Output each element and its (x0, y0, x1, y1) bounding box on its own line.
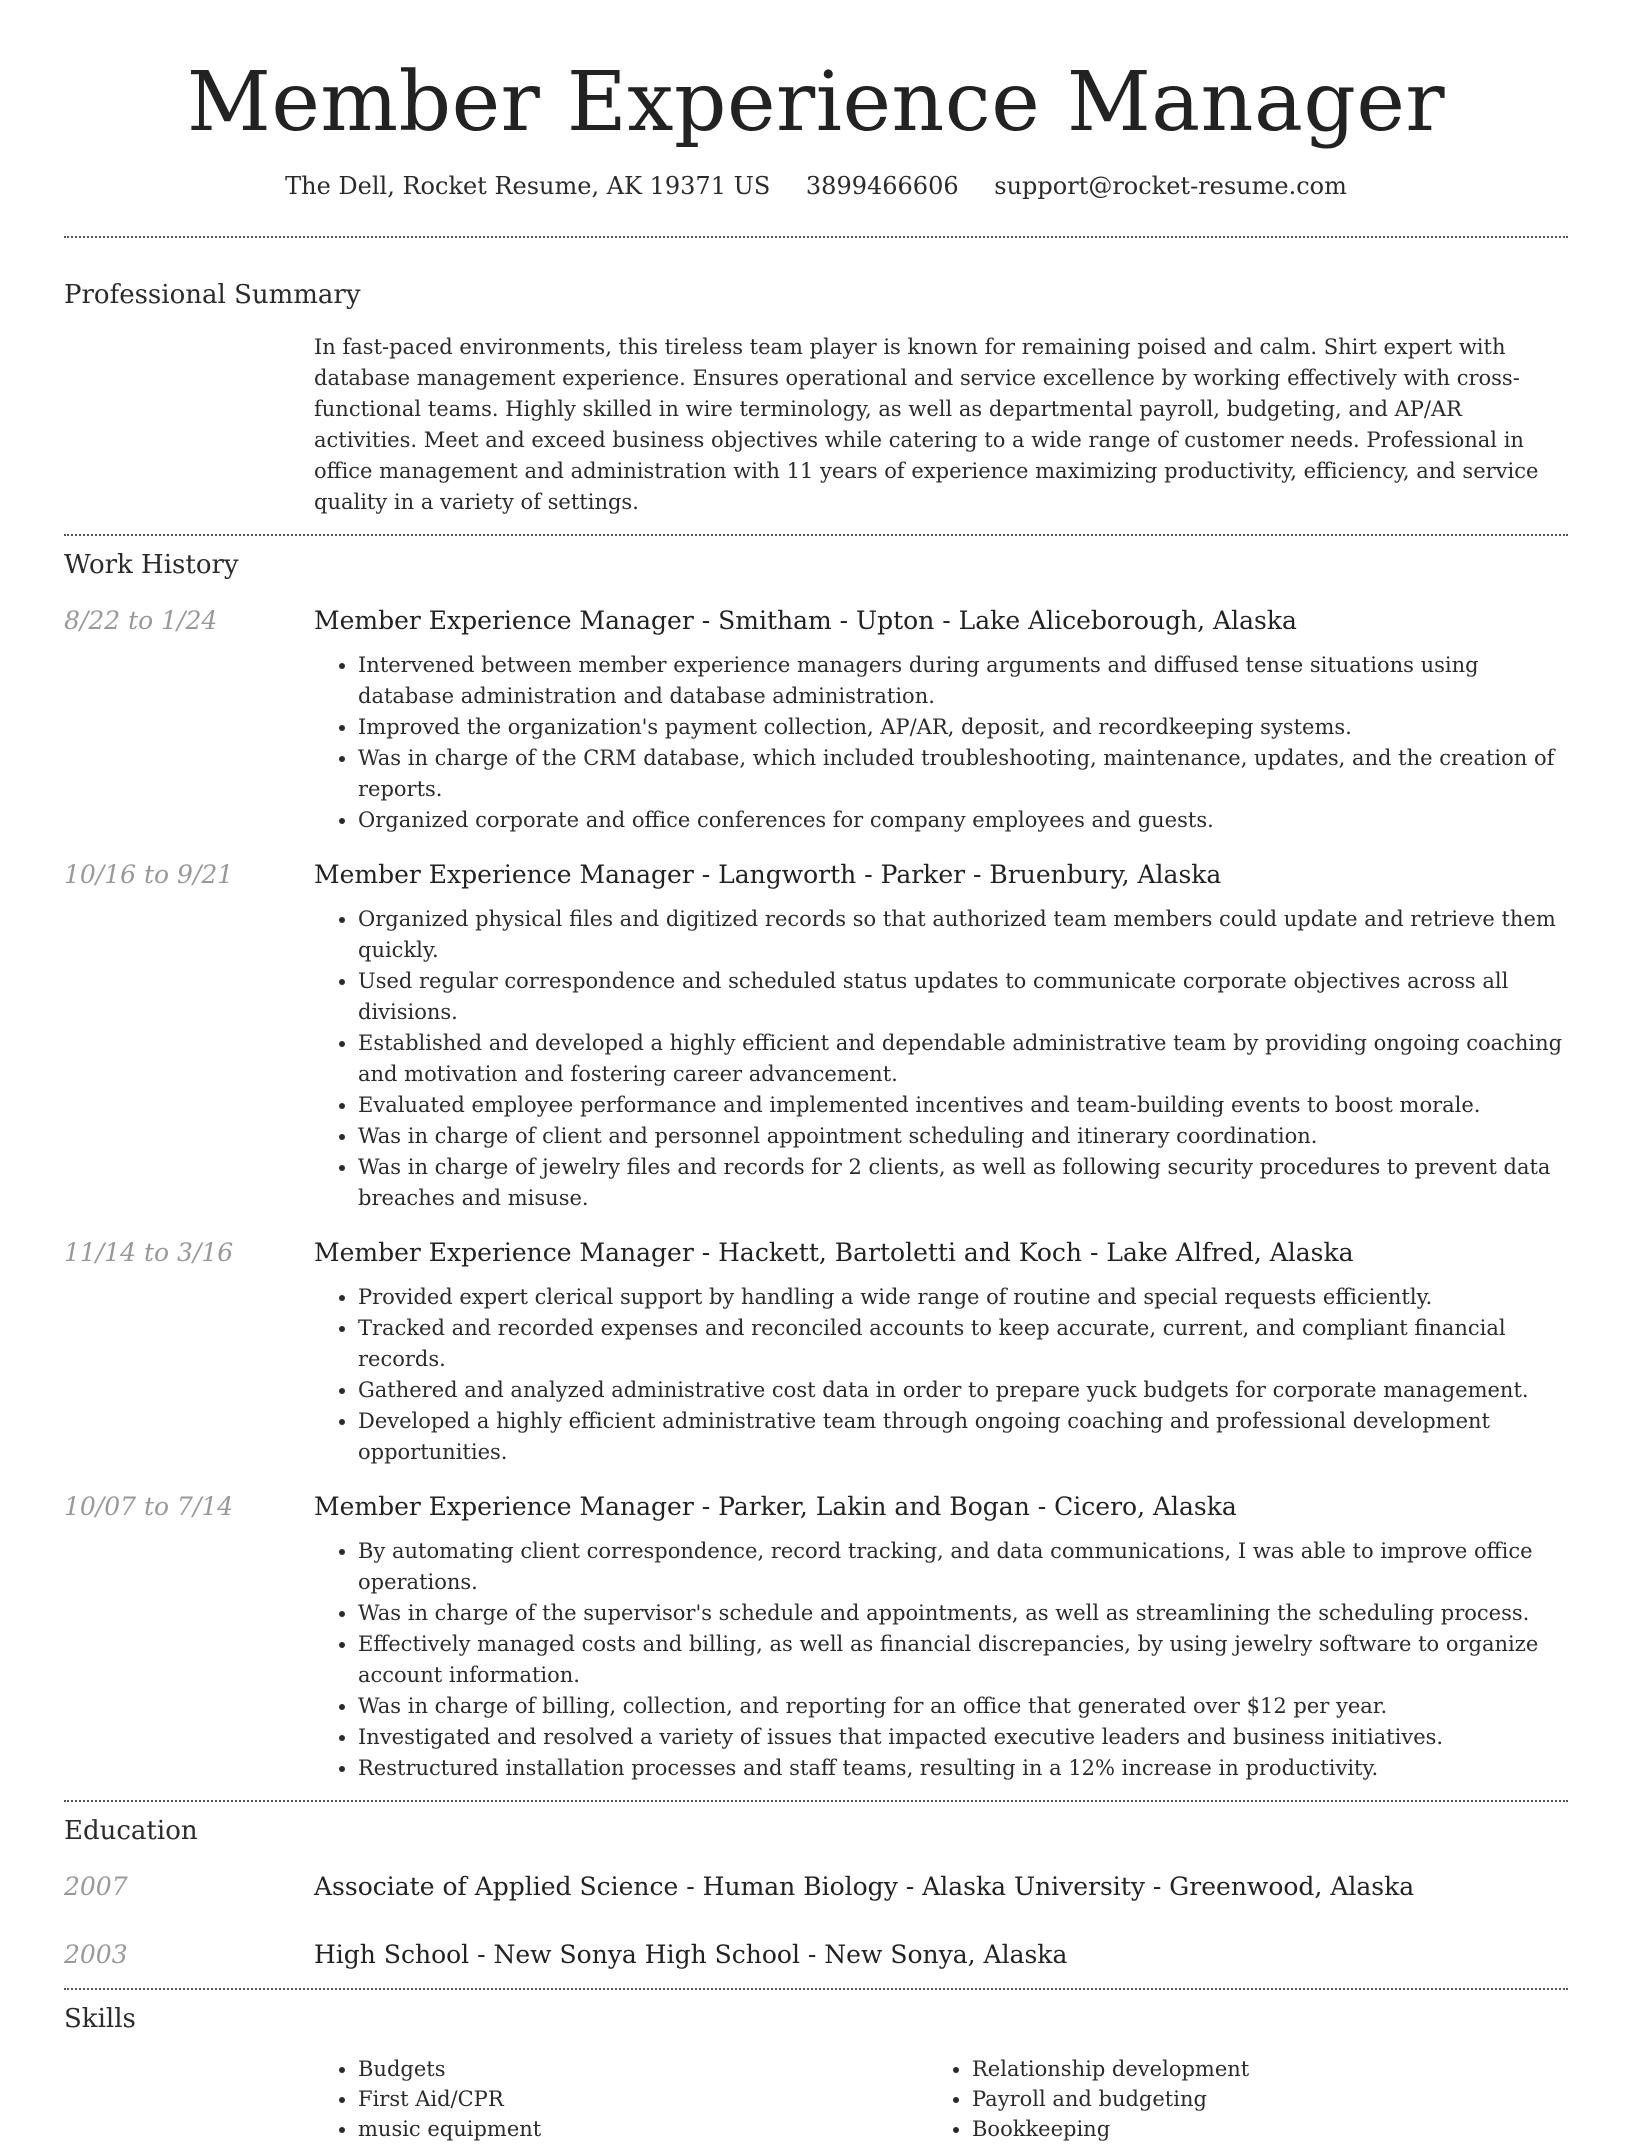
job-bullet: • Evaluated employee performance and implemented incentives and team-building events to boost morale. (358, 1090, 1568, 1121)
skill-item: • Payroll and budgeting (972, 2084, 1532, 2114)
job-bullet: • Was in charge of the CRM database, which included troubleshooting, maintenance, updates, and the creation of reports. (358, 743, 1568, 805)
skill-item: • music equipment (358, 2114, 928, 2144)
divider (64, 1988, 1568, 1990)
job-bullet: • Provided expert clerical support by handling a wide range of routine and special requests efficiently. (358, 1282, 1568, 1313)
job-dates: 10/07 to 7/14 (64, 1492, 234, 1522)
education-degree: High School - New Sonya High School - New Sonya, Alaska (314, 1940, 1068, 1970)
job-bullet: • Was in charge of client and personnel appointment scheduling and itinerary coordination. (358, 1121, 1568, 1152)
section-title-skills: Skills (64, 2004, 136, 2035)
job-bullet: • Tracked and recorded expenses and reconciled accounts to keep accurate, current, and compliant financial records. (358, 1313, 1568, 1375)
section-title-work-history: Work History (64, 550, 239, 581)
job-dates: 10/16 to 9/21 (64, 860, 234, 890)
job-bullet: • Intervened between member experience managers during arguments and diffused tense situations using database administration and database administration. (358, 650, 1568, 712)
job-heading: Member Experience Manager - Hackett, Bartoletti and Koch - Lake Alfred, Alaska (314, 1238, 1354, 1268)
job-bullets (314, 1282, 1568, 1468)
job-bullet: • Organized corporate and office conferences for company employees and guests. (358, 805, 1568, 836)
education-entry (64, 1870, 1568, 1904)
job-bullet: • Established and developed a highly efficient and dependable administrative team by providing ongoing coaching and motivation and fostering career advancement. (358, 1028, 1568, 1090)
job-bullet: • Organized physical files and digitized records so that authorized team members could update and retrieve them quickly. (358, 904, 1568, 966)
skill-item: • First Aid/CPR (358, 2084, 928, 2114)
skill-item: • Budgets (358, 2054, 928, 2084)
section-title-summary: Professional Summary (64, 280, 361, 311)
job-bullet: • Was in charge of jewelry files and records for 2 clients, as well as following security procedures to prevent data breaches and misuse. (358, 1152, 1568, 1214)
skill-item: • Bookkeeping (972, 2114, 1532, 2144)
section-title-education: Education (64, 1816, 198, 1847)
job-entry (64, 1490, 1568, 1784)
job-bullets (314, 650, 1568, 836)
job-heading: Member Experience Manager - Langworth - Parker - Bruenbury, Alaska (314, 860, 1222, 890)
resume-page (64, 0, 1568, 2144)
contact-line (64, 172, 1568, 200)
divider (64, 1800, 1568, 1802)
job-bullet: • Effectively managed costs and billing, as well as financial discrepancies, by using jewelry software to organize account information. (358, 1629, 1568, 1691)
contact-email: support@rocket-resume.com (994, 172, 1347, 201)
education-entry (64, 1938, 1568, 1972)
contact-address: The Dell, Rocket Resume, AK 19371 US (285, 172, 771, 201)
job-heading: Member Experience Manager - Smitham - Upton - Lake Aliceborough, Alaska (314, 606, 1297, 636)
job-bullet: • Developed a highly efficient administrative team through ongoing coaching and professional development opportunities. (358, 1406, 1568, 1468)
job-bullet: • Used regular correspondence and scheduled status updates to communicate corporate objectives across all divisions. (358, 966, 1568, 1028)
job-entry (64, 1236, 1568, 1468)
skills-list (314, 2054, 1568, 2144)
job-bullet: • Restructured installation processes and staff teams, resulting in a 12% increase in productivity. (358, 1753, 1568, 1784)
contact-phone: 3899466606 (805, 172, 959, 201)
education-degree: Associate of Applied Science - Human Biology - Alaska University - Greenwood, Alaska (314, 1872, 1415, 1902)
divider (64, 534, 1568, 536)
job-dates: 11/14 to 3/16 (64, 1238, 234, 1268)
job-bullet: • By automating client correspondence, record tracking, and data communications, I was able to improve office operations. (358, 1536, 1568, 1598)
job-dates: 8/22 to 1/24 (64, 606, 218, 636)
job-bullet: • Investigated and resolved a variety of issues that impacted executive leaders and business initiatives. (358, 1722, 1568, 1753)
education-year: 2003 (64, 1940, 128, 1970)
job-entry (64, 604, 1568, 836)
job-bullet: • Was in charge of billing, collection, and reporting for an office that generated over $12 per year. (358, 1691, 1568, 1722)
job-heading: Member Experience Manager - Parker, Lakin and Bogan - Cicero, Alaska (314, 1492, 1237, 1522)
job-bullet: • Improved the organization's payment collection, AP/AR, deposit, and recordkeeping systems. (358, 712, 1568, 743)
job-bullet: • Was in charge of the supervisor's schedule and appointments, as well as streamlining the scheduling process. (358, 1598, 1568, 1629)
job-bullets (314, 904, 1568, 1214)
divider (64, 236, 1568, 238)
skills-column-right (928, 2054, 1532, 2144)
skill-item: • Relationship development (972, 2054, 1532, 2084)
skills-column-left (314, 2054, 928, 2144)
candidate-name: Member Experience Manager (186, 55, 1446, 150)
job-bullets (314, 1536, 1568, 1784)
job-entry (64, 858, 1568, 1214)
job-bullet: • Gathered and analyzed administrative cost data in order to prepare yuck budgets for corporate management. (358, 1375, 1568, 1406)
summary-text: In fast-paced environments, this tireless team player is known for remaining poised and calm. Shirt expert with database management experience. Ensures operational and service excellence by working effectively with cross-functional teams. Highly skilled in wire terminology, as well as departmental payroll, budgeting, and AP/AR activities. Meet and exceed business objectives while catering to a wide range of customer needs. Professional in office management and administration with 11 years of experience maximizing productivity, efficiency, and service quality in a variety of settings. (314, 335, 1539, 515)
education-year: 2007 (64, 1872, 128, 1902)
